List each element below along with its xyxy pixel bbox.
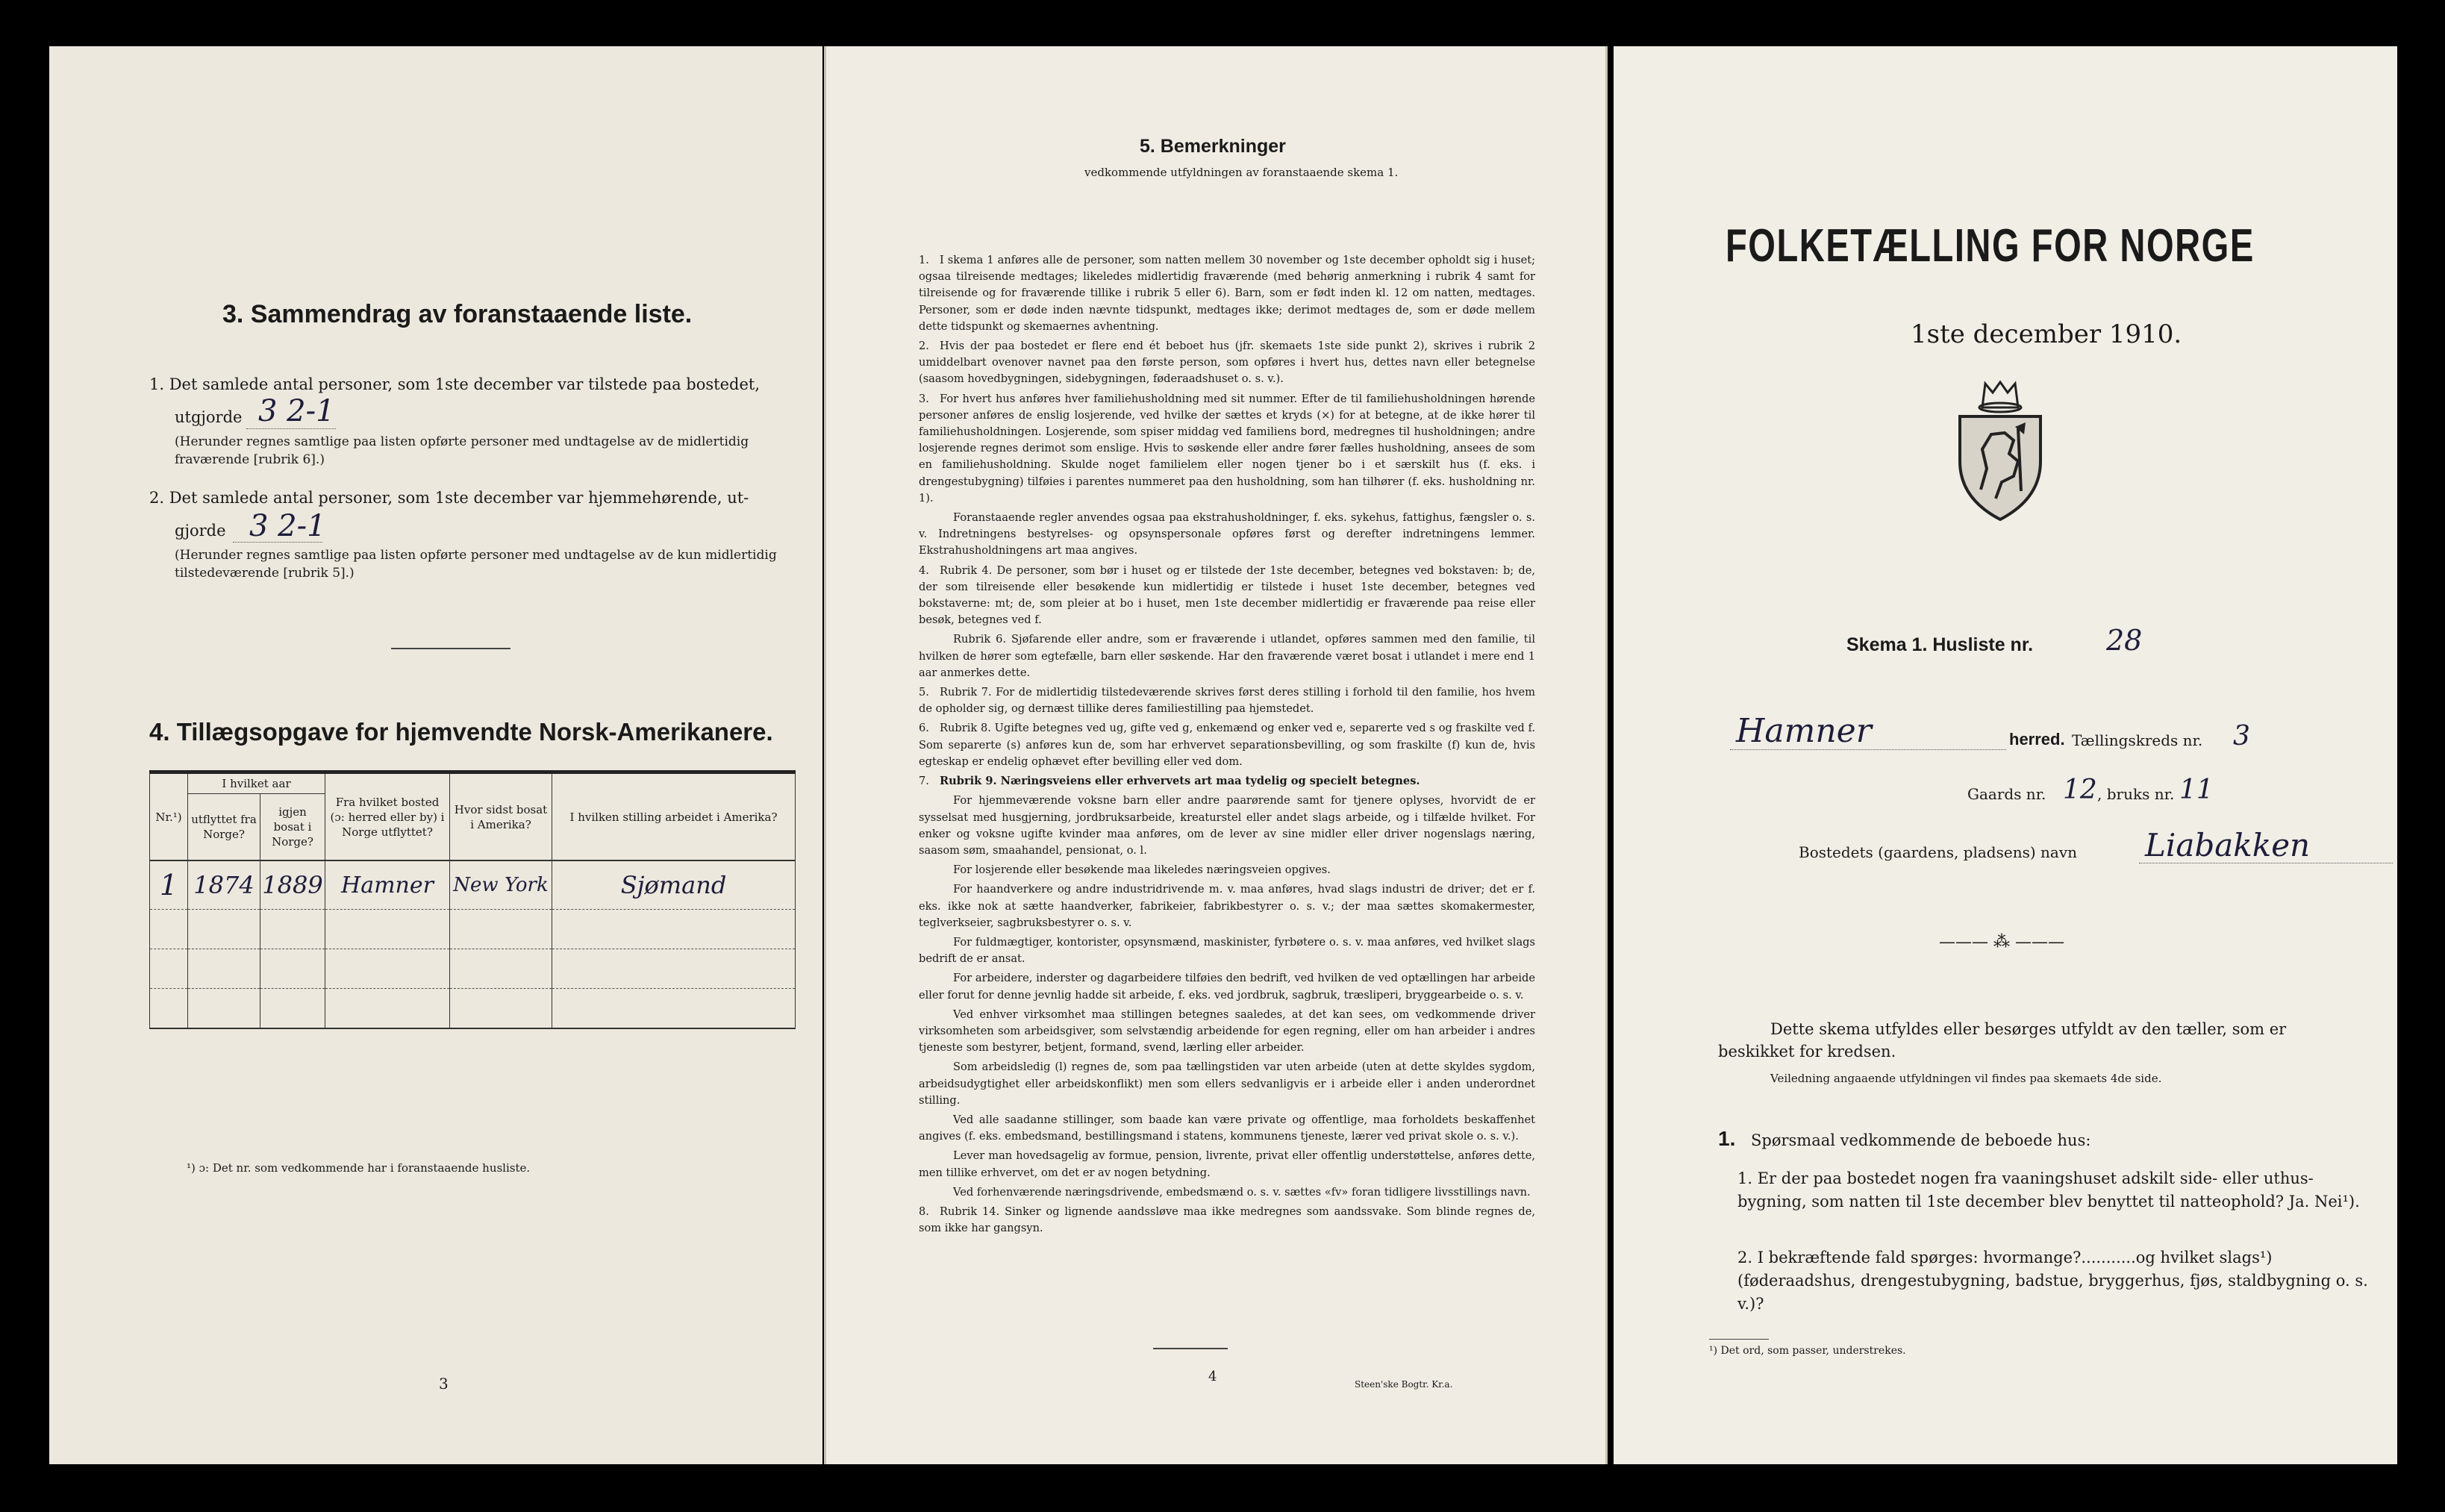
herred-label: herred. <box>2009 730 2065 749</box>
remarks-body <box>919 252 1535 1240</box>
end-divider <box>1153 1348 1228 1349</box>
cell-returned: 1889 <box>260 860 325 910</box>
bosted-label: Bostedets (gaardens, pladsens) navn <box>1799 843 2077 861</box>
printer-note: Steen'ske Bogtr. Kr.a. <box>1355 1379 1453 1390</box>
question-1: 1. Er der paa bostedet nogen fra vaaningshuset adskilt side- eller uthus-bygning, som natten til 1ste december blev benyttet til natteophold? Ja. Nei¹). <box>1737 1169 2360 1210</box>
remark-paragraph: For arbeidere, inderster og dagarbeidere tilføies den bedrift, ved hvilken de ved optællingen har arbeide eller forut for denne jevnlig hadde sit arbeide, f. eks. ved jordbruk, sagbruk, træsliperi, bryggearbeide o. s. v. <box>919 972 1535 1002</box>
middle-page-number: 4 <box>1208 1369 1217 1384</box>
remark-paragraph: 3. For hvert hus anføres hver familiehusholdning med sit nummer. Efter de til familiehusholdningen hørende personer anføres de enslig losjerende, ved hvilke der sættes et kryds (×) for at betegne, at de ikke hører til familiehusholdningen. Losjerende, som spiser middag ved familiens bord, medregnes til husholdningen; andre losjerende regnes derimot som enslige. Hvis to søskende eller andre fører fælles husholdning, ansees de som en familiehusholdning. Skulde noget familielem eller nogen tjener bo i et særskilt hus (f. eks. i drengestubygning) tilføies i parentes nummeret paa den husholdning, som han tilhører (f. eks. husholdning nr. 1). <box>919 392 1535 504</box>
item1-dotted-line <box>246 428 336 429</box>
instructions-text: Dette skema utfyldes eller besørges utfyldt av den tæller, som er beskikket for kredsen. <box>1718 1020 2287 1060</box>
bruks-label: , bruks nr. <box>2097 785 2175 803</box>
remarks-title: 5. Bemerkninger <box>1140 136 1286 157</box>
husliste-number: 28 <box>2106 624 2143 657</box>
item2-dotted-line <box>233 542 322 543</box>
left-page <box>49 46 822 1464</box>
remarks-subtitle: vedkommende utfyldningen av foranstaaende skema 1. <box>1084 166 1399 179</box>
remark-paragraph: 7. Rubrik 9. Næringsveiens eller erhvervets art maa tydelig og specielt betegnes. <box>919 775 1420 788</box>
col-header-year-group: I hvilket aar <box>188 772 325 794</box>
remark-paragraph: Ved forhenværende næringsdrivende, embedsmænd o. s. v. sættes «fv» foran tidligere livsstillings navn. <box>953 1185 1531 1199</box>
gaards-number: 12 <box>2063 775 2097 805</box>
left-page-number: 3 <box>439 1375 449 1393</box>
col-header-from: Fra hvilket bosted (ɔ: herred eller by) i Norge utflyttet? <box>325 772 450 861</box>
summary-item2-note: (Herunder regnes samtlige paa listen opførte personer med undtagelse av de kun midlertidig tilstedeværende [rubrik 5].) <box>175 548 777 581</box>
middle-page <box>824 46 1608 1464</box>
skema-label: Skema 1. Husliste nr. <box>1846 634 2034 655</box>
remark-paragraph: For fuldmægtiger, kontorister, opsynsmænd, maskinister, fyrbøtere o. s. v. maa anføres, ved hvilket slags bedrift de er ansat. <box>919 935 1535 966</box>
bosted-value: Liabakken <box>2145 827 2311 863</box>
remark-paragraph: For losjerende eller besøkende maa likeledes næringsveien opgives. <box>953 863 1331 877</box>
question-2: 2. I bekræftende fald spørges: hvormange?...........og hvilket slags¹) (føderaadshus, drengestubygning, badstue, bryggerhus, fjøs, staldbygning o. s. v.)? <box>1737 1249 2368 1313</box>
right-page <box>1614 46 2397 1464</box>
census-date: 1ste december 1910. <box>1911 319 2182 349</box>
table-row <box>150 910 796 949</box>
cell-from: Hamner <box>325 860 450 910</box>
col-header-emigrated: utflyttet fra Norge? <box>188 794 260 861</box>
remark-paragraph: Ved enhver virksomhet maa stillingen betegnes saaledes, at det kan sees, om vedkommende driver virksomheten som arbeidsgiver, som selvstændig arbeidende for egen regning, eller om han arbeider i andres tjeneste som bestyrer, betjent, formand, svend, lærling eller arbeider. <box>919 1008 1535 1055</box>
section4-title: 4. Tillægsopgave for hjemvendte Norsk-Amerikanere. <box>149 718 773 746</box>
remark-paragraph: Som arbeidsledig (l) regnes de, som paa tællingstiden var uten arbeide (uten at dette skyldes sygdom, arbeidsudygtighet eller arbeidskonflikt) men som ellers sedvanligvis er i arbeide eller i anden underordnet stilling. <box>919 1060 1535 1107</box>
footnote-rule <box>1709 1339 1769 1340</box>
question-section-title: Spørsmaal vedkommende de beboede hus: <box>1751 1131 2091 1149</box>
remark-paragraph: 5. Rubrik 7. For de midlertidig tilstedeværende skrives først deres stilling i forhold til den familie, hos hvem de opholder sig, og dernæst tillike deres familiestilling paa hjemstedet. <box>919 686 1535 716</box>
col-header-nr: Nr.¹) <box>150 772 188 861</box>
remark-paragraph: 4. Rubrik 4. De personer, som bør i huset og er tilstede der 1ste december, betegnes ved bokstaven: b; de, der som tilreisende eller besøkende kun midlertidig er tilstede i huset 1ste december, betegnes ved bokstaverne: mt; de, som pleier at bo i huset, men 1ste december midlertidig er fraværende paa reise eller besøk, betegnes ved f. <box>919 563 1535 627</box>
bruks-number: 11 <box>2179 775 2214 805</box>
section-divider <box>391 648 510 649</box>
kreds-label: Tællingskreds nr. <box>2072 731 2203 749</box>
herred-value: Hamner <box>1736 712 1872 750</box>
cell-emigrated: 1874 <box>188 860 260 910</box>
cell-last: New York <box>450 860 552 910</box>
right-footnote: ¹) Det ord, som passer, understrekes. <box>1709 1345 1906 1357</box>
summary-item1: 1. Det samlede antal personer, som 1ste december var tilstede paa bostedet, <box>149 375 761 393</box>
remark-paragraph: For hjemmeværende voksne barn eller andre paarørende samt for tjenere oplyses, hvorvidt de er sysselsat med husgjerning, jordbruksarbeide, kreaturstel eller andet slags arbeide, og i tilfælde hvilket. For enker og voksne ugifte kvinder maa anføres, om de lever av sine midler eller driver nogenslags næring, saasom søm, smaahandel, pensionat, o. l. <box>919 794 1535 857</box>
coat-of-arms-icon <box>1949 379 2051 522</box>
ornament-divider: ——— ⁂ ——— <box>1939 933 2064 952</box>
col-header-last: Hvor sidst bosat i Amerika? <box>450 772 552 861</box>
col-header-position: I hvilken stilling arbeidet i Amerika? <box>552 772 796 861</box>
remark-paragraph: For haandverkere og andre industridrivende m. v. maa anføres, hvad slags industri de driver; det er f. eks. ikke nok at sætte haandverker, fabrikeier, fabrikbestyrer o. s. v.; der maa sættes skomakermester, teglverkseier, sagbruksbestyrer o. s. v. <box>919 883 1535 929</box>
herred-dotted-line <box>1730 749 2006 750</box>
summary-item1-prefix: utgjorde <box>175 408 243 426</box>
summary-item1-value: 3 2-1 <box>258 394 335 428</box>
remark-paragraph: Lever man hovedsagelig av formue, pension, livrente, privat eller offentlig understøttelse, anføres dette, men tillike erhvervet, om det er av nogen betydning. <box>919 1149 1535 1179</box>
col-header-returned: igjen bosat i Norge? <box>260 794 325 861</box>
remark-paragraph: Ved alle saadanne stillinger, som baade kan være private og offentlige, maa forholdets beskaffenhet angives (f. eks. embedsmand, bestillingsmand i statens, kommunens tjeneste, lærer ved privat skole o. s. v.). <box>919 1113 1535 1143</box>
norsk-amerikanere-table <box>149 770 796 1029</box>
summary-item2-prefix: gjorde <box>175 522 226 540</box>
veiledning-text: Veiledning angaaende utfyldningen vil findes paa skemaets 4de side. <box>1770 1072 2162 1085</box>
summary-item2-value: 3 2-1 <box>249 509 326 543</box>
kreds-number: 3 <box>2233 721 2250 752</box>
remark-paragraph: Foranstaaende regler anvendes ogsaa paa ekstrahusholdninger, f. eks. sykehus, fattighus, fængsler o. s. v. Indretningens bestyrelses- og opsynspersonale opføres først og derefter indretningens lemmer. Ekstrahusholdningens art maa angives. <box>919 511 1535 557</box>
left-footnote: ¹) ɔ: Det nr. som vedkommende har i foranstaaende husliste. <box>187 1161 531 1175</box>
question-section-number: 1. <box>1718 1127 1736 1150</box>
cell-nr: 1 <box>150 860 188 910</box>
census-title: FOLKETÆLLING FOR NORGE <box>1726 220 2255 272</box>
table-row <box>150 989 796 1029</box>
section3-title: 3. Sammendrag av foranstaaende liste. <box>222 300 693 328</box>
cell-position: Sjømand <box>552 860 796 910</box>
gaards-label: Gaards nr. <box>1967 785 2046 803</box>
remark-paragraph: Rubrik 6. Sjøfarende eller andre, som er fraværende i utlandet, opføres sammen med den familie, til hvilken de hører som egtefælle, barn eller søskende. Har den fraværende været bosat i utlandet i mere end 1 aar anmerkes dette. <box>919 633 1535 679</box>
remark-paragraph: 6. Rubrik 8. Ugifte betegnes ved ug, gifte ved g, enkemænd og enker ved e, separerte ved s og fraskilte ved f. Som separerte (s) anføres kun de, som har erhvervet separationsbevilling, og som fraskilte (f) kun de, hvis egteskap er endelig ophævet efter bevilling eller ved dom. <box>919 722 1535 768</box>
table-row <box>150 860 796 910</box>
summary-item1-note: (Herunder regnes samtlige paa listen opførte personer med undtagelse av de midlertidig fraværende [rubrik 6].) <box>175 434 749 467</box>
summary-item2: 2. Det samlede antal personer, som 1ste december var hjemmehørende, ut- <box>149 489 749 507</box>
remark-paragraph: 1. I skema 1 anføres alle de personer, som natten mellem 30 november og 1ste december opholdt sig i huset; ogsaa tilreisende medtages; likeledes midlertidig fraværende (med behørig anmerkning i rubrik 4 samt for tilreisende og for fraværende tillike i rubrik 5 eller 6). Barn, som er født inden kl. 12 om natten, medtages. Personer, som er døde inden nævnte tidspunkt, medtages ikke; derimot medtages de, som er døde mellem dette tidspunkt og skemaernes avhentning. <box>919 254 1535 333</box>
remark-paragraph: 2. Hvis der paa bostedet er flere end ét beboet hus (jfr. skemaets 1ste side punkt 2), skrives i rubrik 2 umiddelbart ovenover navnet paa den første person, som opføres i hvert hus, dettes navn eller betegnelse (saasom hovedbygningen, sidebygningen, føderaadshuset o. s. v.). <box>919 340 1535 386</box>
remark-paragraph: 8. Rubrik 14. Sinker og lignende aandssløve maa ikke medregnes som aandssvake. Som blinde regnes de, som ikke har gangsyn. <box>919 1205 1535 1235</box>
table-row <box>150 949 796 989</box>
